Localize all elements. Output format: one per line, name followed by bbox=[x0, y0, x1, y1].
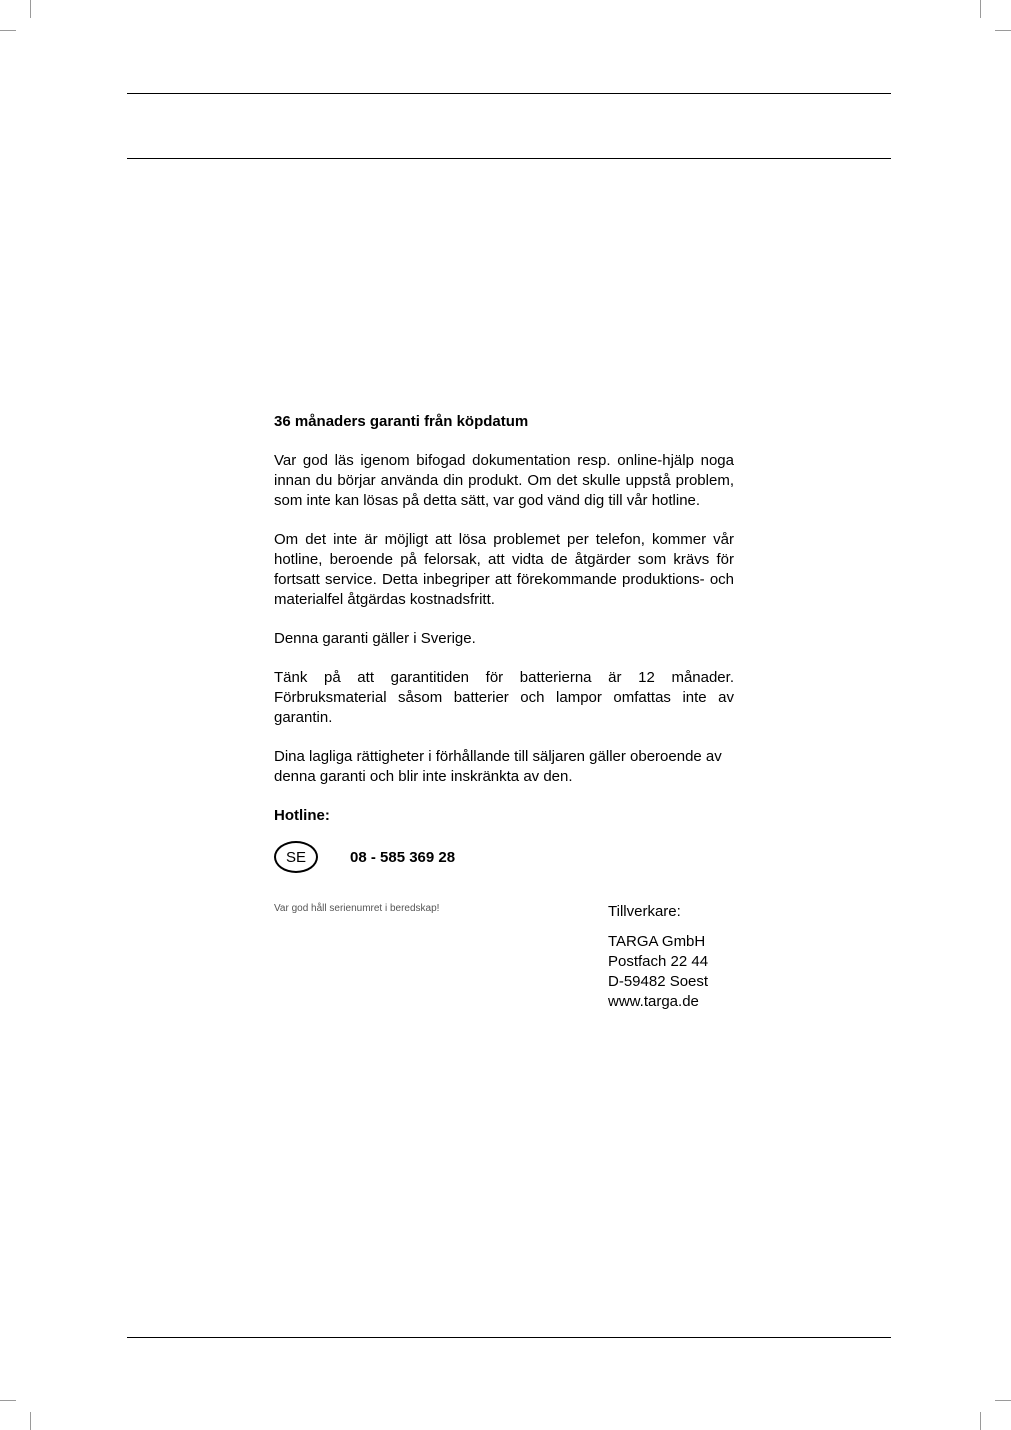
header-rule-bottom bbox=[127, 158, 891, 159]
manufacturer-city: D-59482 Soest bbox=[608, 973, 709, 990]
crop-mark bbox=[0, 30, 16, 31]
manufacturer-block bbox=[608, 902, 708, 1012]
hotline-phone: 08 - 585 369 28 bbox=[350, 848, 456, 866]
paragraph-legal-rights: Dina lagliga rättigheter i förhållande till säljaren gäller oberoende av denna garanti och blir inte inskränkta av den. bbox=[274, 748, 722, 785]
crop-mark bbox=[980, 1412, 981, 1430]
footer-rule bbox=[127, 1337, 891, 1338]
paragraph-country: Denna garanti gäller i Sverige. bbox=[274, 630, 476, 647]
country-badge: SE bbox=[274, 841, 318, 873]
crop-mark bbox=[995, 30, 1011, 31]
manufacturer-name: TARGA GmbH bbox=[608, 933, 706, 950]
warranty-title: 36 månaders garanti från köpdatum bbox=[274, 413, 529, 430]
paragraph-service: Om det inte är möjligt att lösa problemet per telefon, kommer vår hotline, beroende på felorsak, att vidta de åtgärder som krävs för fortsatt service. Detta inbegriper att förekommande produktions- och materialfel åtgärdas kostnadsfritt. bbox=[274, 531, 734, 608]
paragraph-batteries: Tänk på att garantitiden för batterierna är 12 månader. Förbruksmaterial såsom batterier och lampor omfattas inte av garantin. bbox=[274, 669, 734, 726]
header-rule-top bbox=[127, 93, 891, 94]
crop-mark bbox=[995, 1400, 1011, 1401]
hotline-row bbox=[274, 840, 734, 874]
hotline-heading: Hotline: bbox=[274, 807, 330, 824]
manufacturer-label: Tillverkare: bbox=[608, 903, 681, 920]
crop-mark bbox=[30, 0, 31, 18]
serial-number-note: Var god håll serienumret i beredskap! bbox=[274, 903, 440, 914]
manufacturer-website: www.targa.de bbox=[608, 993, 699, 1010]
manufacturer-postbox: Postfach 22 44 bbox=[608, 953, 709, 970]
crop-mark bbox=[30, 1412, 31, 1430]
crop-mark bbox=[0, 1400, 16, 1401]
paragraph-documentation: Var god läs igenom bifogad dokumentation resp. online-hjälp noga innan du börjar använda din produkt. Om det skulle uppstå problem, som inte kan lösas på detta sätt, var god vänd dig till vår hotline. bbox=[274, 452, 734, 509]
crop-mark bbox=[980, 0, 981, 18]
warranty-section bbox=[274, 412, 734, 874]
